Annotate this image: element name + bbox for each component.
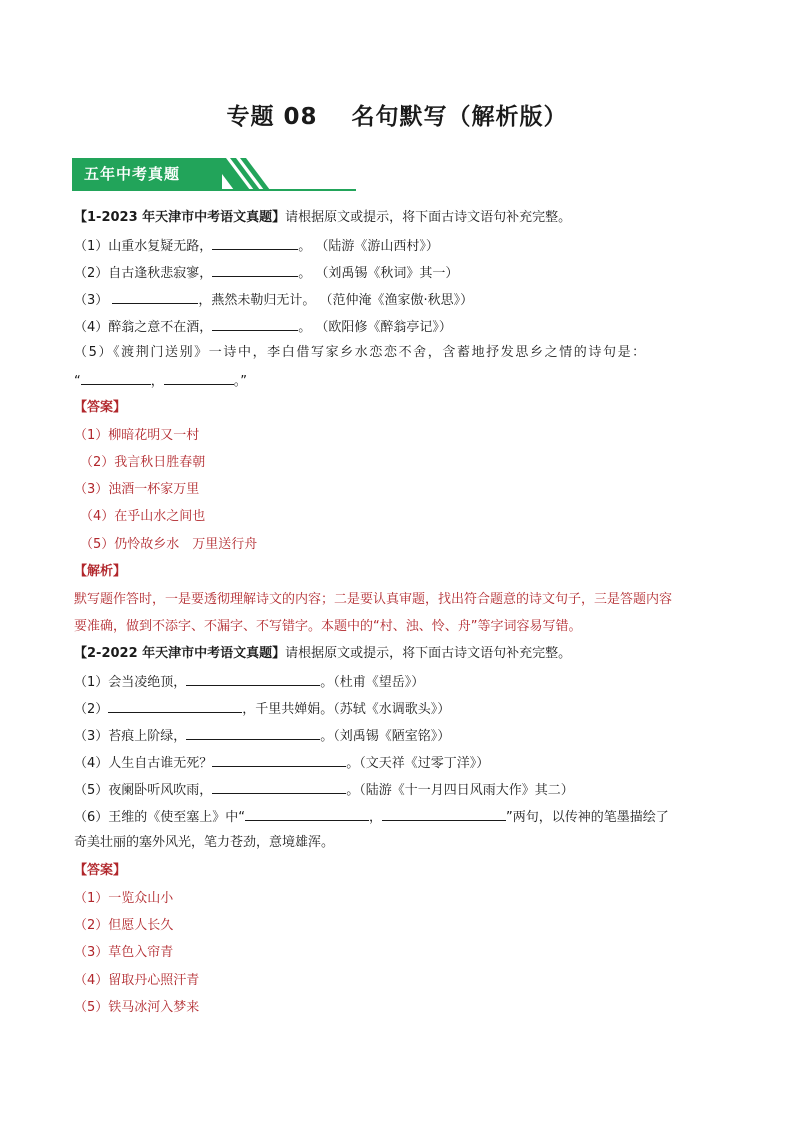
q1-item-4-post: 。 （欧阳修《醉翁亭记》） xyxy=(298,320,452,335)
q1-item-1-post: 。 （陆游《游山西村》） xyxy=(298,239,439,254)
section-banner-label: 五年中考真题 xyxy=(72,158,222,190)
blank xyxy=(212,235,298,250)
q1-item-5-open: “ xyxy=(74,374,81,389)
blank xyxy=(186,671,320,686)
q1-item-5-comma: ， xyxy=(150,374,164,389)
banner-stripes-icon xyxy=(210,158,330,191)
q1-item-3-post: ，燕然未勒归无计。 （范仲淹《渔家傲·秋思》） xyxy=(198,293,474,308)
q2-item-4 xyxy=(74,752,489,774)
q1-heading xyxy=(74,208,571,228)
q2-item-6-line2: 奇美壮丽的塞外风光，笔力苍劲，意境雄浑。 xyxy=(74,835,335,850)
q2-item-4-post: 。（文天祥《过零丁洋》） xyxy=(346,756,490,771)
title-part1: 专题 08 xyxy=(226,104,318,130)
q2-item-6-pre: （6）王维的《使至塞上》中“ xyxy=(74,810,246,825)
q2-item-5-post: 。（陆游《十一月四日风雨大作》其二） xyxy=(346,783,574,798)
blank xyxy=(112,289,198,304)
q2-item-5-pre: （5）夜阑卧听风吹雨， xyxy=(74,783,213,798)
q1-item-5-line2 xyxy=(74,370,247,392)
q1-item-3-pre: （3） xyxy=(74,293,113,308)
q1-item-3 xyxy=(74,289,473,311)
blank xyxy=(212,779,346,794)
q1-analysis-line2: 要准确，做到不添字、不漏字、不写错字。本题中的“村、浊、怜、舟”等字词容易写错。 xyxy=(74,619,582,634)
blank xyxy=(212,262,298,277)
q1-item-4 xyxy=(74,316,452,338)
q2-answer-1: （1）一览众山小 xyxy=(74,891,174,906)
blank xyxy=(212,752,346,767)
q1-analysis-label: 【解析】 xyxy=(74,564,127,579)
q2-item-6-mid: ， xyxy=(369,810,383,825)
q1-instruction: 请根据原文或提示，将下面古诗文语句补充完整。 xyxy=(285,210,572,225)
q2-item-5 xyxy=(74,779,574,801)
blank xyxy=(164,370,234,385)
q1-item-5-line1: （5）《渡荆门送别》一诗中，李白借写家乡水恋恋不舍，含蓄地抒发思乡之情的诗句是： xyxy=(74,345,647,360)
q2-item-6-line1 xyxy=(74,806,669,828)
blank xyxy=(382,806,506,821)
title-part2: 名句默写（解析版） xyxy=(351,104,568,130)
q2-answer-4: （4）留取丹心照汗青 xyxy=(74,973,200,988)
blank xyxy=(212,316,298,331)
q2-item-3 xyxy=(74,725,450,747)
q2-item-2-pre: （2） xyxy=(74,702,109,717)
q2-item-3-pre: （3）苔痕上阶绿， xyxy=(74,729,187,744)
q2-source: 【2-2022 年天津市中考语文真题】 xyxy=(74,646,286,661)
q2-item-1-post: 。（杜甫《望岳》） xyxy=(320,675,425,690)
blank xyxy=(245,806,369,821)
q2-item-1-pre: （1）会当凌绝顶， xyxy=(74,675,187,690)
q2-item-1 xyxy=(74,671,424,693)
q2-answer-label: 【答案】 xyxy=(74,863,127,878)
q2-item-4-pre: （4）人生自古谁无死？ xyxy=(74,756,213,771)
q1-item-5-close: 。” xyxy=(233,374,248,389)
q1-answer-5: （5）仍怜故乡水 万里送行舟 xyxy=(80,537,258,552)
page-title xyxy=(0,98,794,131)
blank xyxy=(81,370,151,385)
q2-instruction: 请根据原文或提示，将下面古诗文语句补充完整。 xyxy=(285,646,572,661)
q2-answer-5: （5）铁马冰河入梦来 xyxy=(74,1000,200,1015)
q2-answer-2: （2）但愿人长久 xyxy=(74,918,174,933)
blank xyxy=(186,725,320,740)
q2-item-6-post: ”两句，以传神的笔墨描绘了 xyxy=(506,810,669,825)
q2-answer-3: （3）草色入帘青 xyxy=(74,945,174,960)
banner-underline xyxy=(72,189,356,191)
q1-item-2 xyxy=(74,262,458,284)
q2-item-2-post: ，千里共婵娟。（苏轼《水调歌头》） xyxy=(242,702,451,717)
q1-source: 【1-2023 年天津市中考语文真题】 xyxy=(74,210,286,225)
q1-item-2-post: 。 （刘禹锡《秋词》其一） xyxy=(298,266,459,281)
q1-item-1 xyxy=(74,235,439,257)
q1-answer-label: 【答案】 xyxy=(74,400,127,415)
blank xyxy=(108,698,242,713)
q1-analysis-line1: 默写题作答时，一是要透彻理解诗文的内容；二是要认真审题，找出符合题意的诗文句子，三是答题内容 xyxy=(74,592,673,607)
q2-heading xyxy=(74,644,571,664)
q1-item-2-pre: （2）自古逢秋悲寂寥， xyxy=(74,266,213,281)
q1-answer-2: （2）我言秋日胜春朝 xyxy=(80,455,206,470)
q1-answer-3: （3）浊酒一杯家万里 xyxy=(74,482,200,497)
q2-item-2 xyxy=(74,698,450,720)
section-banner xyxy=(72,158,356,192)
q1-answer-4: （4）在乎山水之间也 xyxy=(80,509,206,524)
q2-item-3-post: 。（刘禹锡《陋室铭》） xyxy=(320,729,451,744)
q1-item-4-pre: （4）醉翁之意不在酒， xyxy=(74,320,213,335)
q1-item-1-pre: （1）山重水复疑无路， xyxy=(74,239,213,254)
q1-answer-1: （1）柳暗花明又一村 xyxy=(74,428,200,443)
